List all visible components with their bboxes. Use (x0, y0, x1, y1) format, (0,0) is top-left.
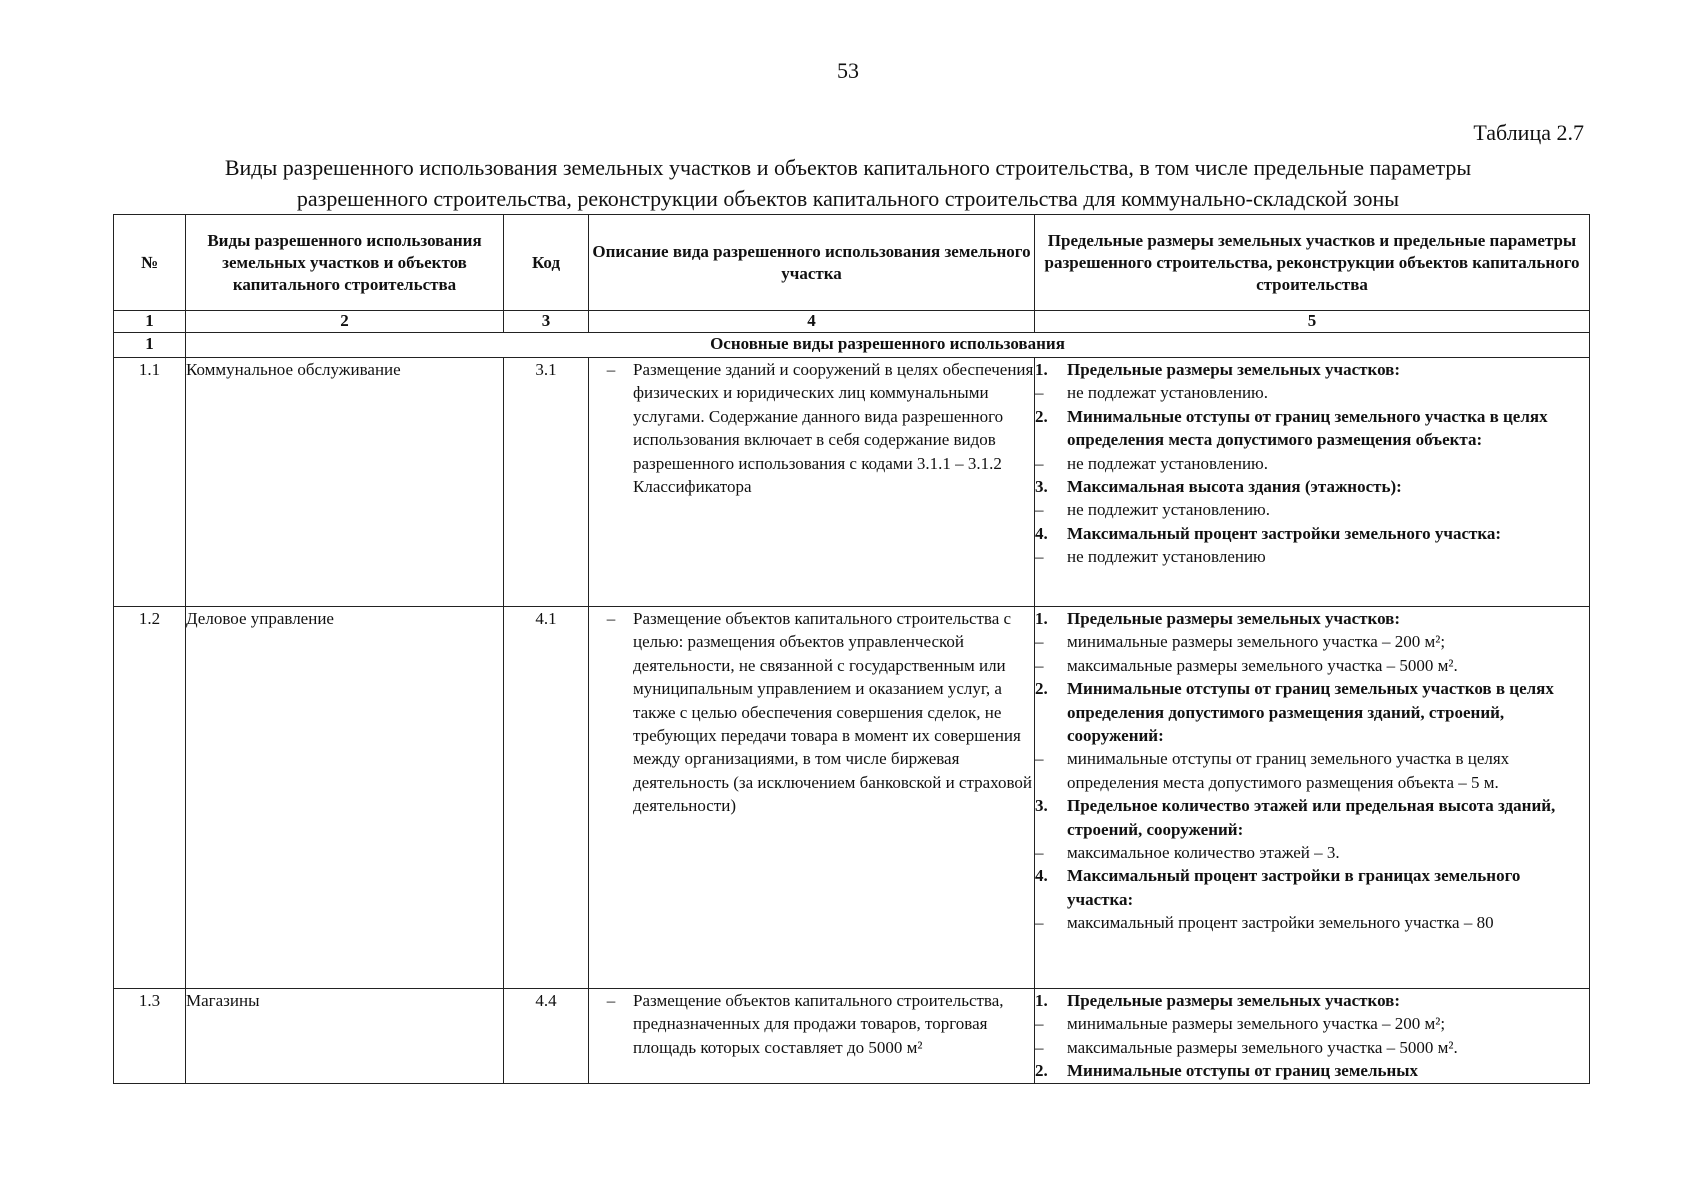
header-parameters: Предельные размеры земельных участков и предельные параметры разрешенного строительства, реконструкции объектов капитального строительства (1035, 215, 1590, 311)
table-header-row (114, 215, 1590, 311)
param-item: 1. Предельные размеры земельных участков: (1035, 991, 1401, 1010)
param-item: 4. Максимальный процент застройки земельного участка: (1035, 523, 1502, 543)
row-parameters (1035, 989, 1590, 1084)
column-number: 1 (114, 311, 186, 333)
param-item: – максимальный процент застройки земельного участка – 80 (1035, 913, 1494, 933)
param-item: 3. Предельное количество этажей или предельная высота зданий, строений, сооружений: (1035, 796, 1556, 839)
param-item: 2. Минимальные отступы от границ земельных участков в целях определения допустимого размещения зданий, строений, сооружений: (1035, 679, 1554, 746)
header-no: № (114, 215, 186, 311)
table-title (0, 152, 1696, 214)
table-title-line-2: разрешенного строительства, реконструкции объектов капитального строительства для коммунально-складской зоны (296, 186, 1400, 211)
param-item: – максимальные размеры земельного участка – 5000 м². (1035, 655, 1458, 675)
row-description (589, 358, 1035, 607)
row-kind: Магазины (186, 989, 504, 1084)
regulations-table (113, 214, 1590, 1084)
param-item: – минимальные размеры земельного участка – 200 м²; (1035, 632, 1446, 652)
description-text: Размещение зданий и сооружений в целях обеспечения физических и юридических лиц коммунальными услугами. Содержание данного вида разрешенного использования включает в себя содержание видов разрешенного использования с кодами 3.1.1 – 3.1.2 Классификатора (633, 360, 1034, 497)
section-title: Основные виды разрешенного использования (186, 333, 1590, 358)
dash-marker: – (606, 360, 616, 379)
page-number: 53 (837, 58, 859, 83)
column-number-row (114, 311, 1590, 333)
description-text: Размещение объектов капитального строительства, предназначенных для продажи товаров, торговая площадь которых составляет до 5000 м² (633, 991, 1004, 1057)
table-row (114, 607, 1590, 989)
description-text: Размещение объектов капитального строительства с целью: размещения объектов управленческой деятельности, не связанной с государственным или муниципальным управлением и оказанием услуг, а также с целью обеспечения совершения сделок, не требующих передачи товара в момент их совершения между организациями, в том числе биржевая деятельность (за исключением банковской и страховой деятельности) (633, 609, 1033, 816)
param-item: 4. Максимальный процент застройки в границах земельного участка: (1035, 866, 1521, 909)
param-item: – не подлежит установлению. (1035, 500, 1271, 520)
table-row (114, 989, 1590, 1084)
section-row (114, 333, 1590, 358)
row-kind: Коммунальное обслуживание (186, 358, 504, 607)
param-item: 1. Предельные размеры земельных участков: (1035, 609, 1401, 628)
column-number: 3 (504, 311, 589, 333)
row-number: 1.3 (114, 989, 186, 1084)
dash-marker: – (606, 609, 616, 628)
table-title-line-1: Виды разрешенного использования земельных участков и объектов капитального строительства, в том числе предельные параметры (224, 155, 1472, 180)
param-item: – максимальное количество этажей – 3. (1035, 843, 1340, 863)
row-parameters (1035, 358, 1590, 607)
row-code: 4.1 (504, 607, 589, 989)
section-number: 1 (114, 333, 186, 358)
row-code: 3.1 (504, 358, 589, 607)
param-item: 2. Минимальные отступы от границ земельных (1035, 1061, 1419, 1081)
dash-marker: – (606, 991, 616, 1010)
header-description: Описание вида разрешенного использования земельного участка (589, 215, 1035, 311)
row-code: 4.4 (504, 989, 589, 1084)
column-number: 4 (589, 311, 1035, 333)
param-item: – не подлежат установлению. (1035, 453, 1269, 473)
param-item: – не подлежат установлению. (1035, 383, 1269, 403)
column-number: 2 (186, 311, 504, 333)
param-item: 3. Максимальная высота здания (этажность): (1035, 477, 1402, 497)
row-kind: Деловое управление (186, 607, 504, 989)
param-item: 1. Предельные размеры земельных участков: (1035, 360, 1401, 379)
param-item: – минимальные отступы от границ земельного участка в целях определения места допустимого размещения объекта – 5 м. (1035, 749, 1510, 792)
column-number: 5 (1035, 311, 1590, 333)
table-row (114, 358, 1590, 607)
row-number: 1.1 (114, 358, 186, 607)
param-item: – не подлежит установлению (1035, 547, 1266, 567)
row-description (589, 607, 1035, 989)
table-label: Таблица 2.7 (1473, 120, 1584, 145)
row-parameters (1035, 607, 1590, 989)
row-description (589, 989, 1035, 1084)
header-kind: Виды разрешенного использования земельных участков и объектов капитального строительства (186, 215, 504, 311)
param-item: – минимальные размеры земельного участка – 200 м²; (1035, 1014, 1446, 1034)
param-item: – максимальные размеры земельного участка – 5000 м². (1035, 1037, 1458, 1057)
header-code: Код (504, 215, 589, 311)
param-item: 2. Минимальные отступы от границ земельного участка в целях определения места допустимого размещения объекта: (1035, 406, 1548, 450)
row-number: 1.2 (114, 607, 186, 989)
